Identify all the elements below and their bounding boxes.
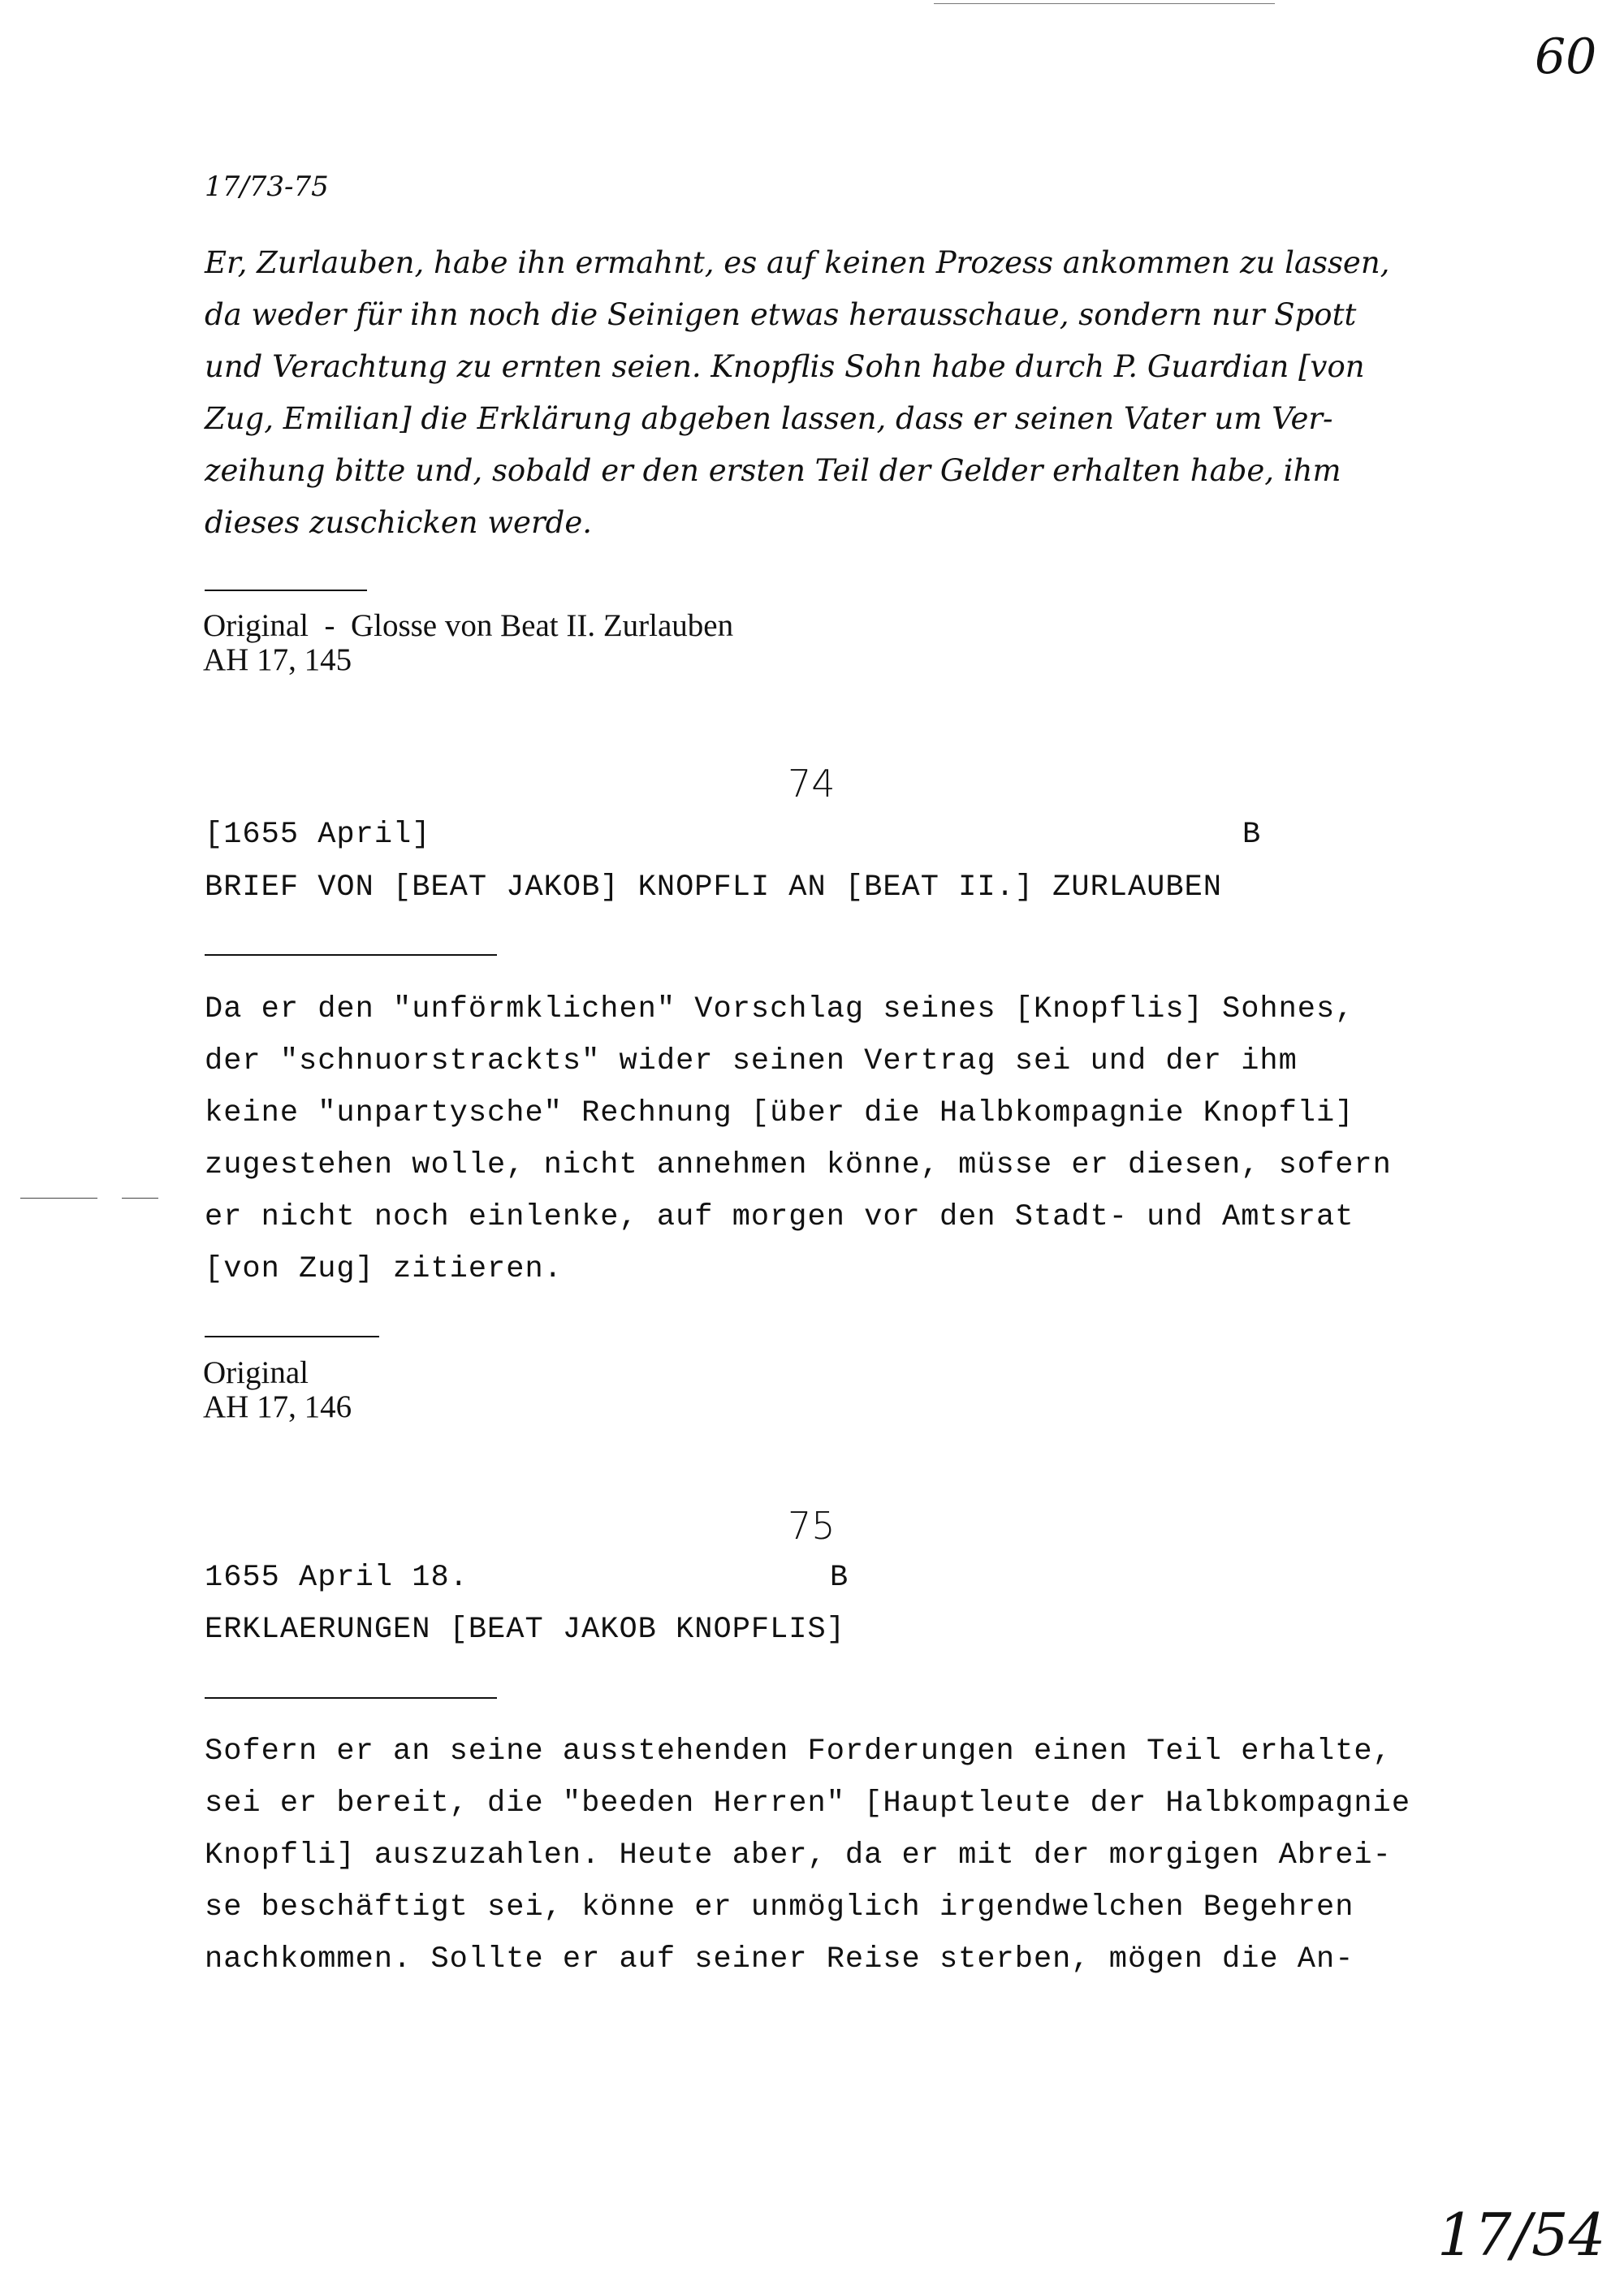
entry74-number: 74 xyxy=(788,762,836,806)
entry74-summary-line: zugestehen wolle, nicht annehmen könne, müsse er diesen, sofern xyxy=(205,1148,1392,1182)
scan-margin-mark xyxy=(20,1198,97,1199)
entry73-summary-line: Er, Zurlauben, habe ihn ermahnt, es auf keinen Prozess ankommen zu lassen, xyxy=(205,245,1390,280)
entry75-summary-line: Sofern er an seine ausstehenden Forderungen einen Teil erhalte, xyxy=(205,1735,1392,1769)
entry73-source-line: AH 17, 145 xyxy=(203,642,352,677)
entry74-source-divider xyxy=(205,1336,379,1337)
scan-top-edge xyxy=(934,3,1275,4)
handwritten-archive-number: 17/54 xyxy=(1437,2201,1606,2269)
entry75-summary-line: nachkommen. Sollte er auf seiner Reise sterben, mögen die An- xyxy=(205,1942,1354,1976)
entry74-title: BRIEF VON [BEAT JAKOB] KNOPFLI AN [BEAT II.] ZURLAUBEN xyxy=(205,871,1222,905)
entry73-summary-line: dieses zuschicken werde. xyxy=(205,505,592,540)
entry74-summary-line: Da er den "unförmklichen" Vorschlag seines [Knopflis] Sohnes, xyxy=(205,992,1354,1026)
entry73-summary-line: zeihung bitte und, sobald er den ersten Teil der Gelder erhalten habe, ihm xyxy=(205,453,1341,488)
entry74-divider xyxy=(205,954,497,956)
entry73-source-line: Original - Glosse von Beat II. Zurlauben xyxy=(203,608,734,643)
entry74-summary-line: er nicht noch einlenke, auf morgen vor den Stadt- und Amtsrat xyxy=(205,1200,1354,1234)
entry75-divider xyxy=(205,1697,497,1699)
entry74-summary-line: keine "unpartysche" Rechnung [über die Halbkompagnie Knopfli] xyxy=(205,1096,1354,1130)
scan-margin-mark-2 xyxy=(122,1198,158,1199)
entry74-source-line: Original xyxy=(203,1355,309,1390)
entry74-source-line: AH 17, 146 xyxy=(203,1389,352,1424)
entry73-divider xyxy=(205,590,367,591)
entry75-summary-line: se beschäftigt sei, könne er unmöglich irgendwelchen Begehren xyxy=(205,1890,1354,1925)
entry75-summary-line: sei er bereit, die "beeden Herren" [Hauptleute der Halbkompagnie xyxy=(205,1786,1411,1821)
entry73-summary-line: da weder für ihn noch die Seinigen etwas herausschaue, sondern nur Spott xyxy=(205,297,1357,332)
entry74-date: [1655 April] xyxy=(205,818,431,852)
entry73-summary-line: und Verachtung zu ernten seien. Knopflis Sohn habe durch P. Guardian [von xyxy=(205,349,1365,384)
entry75-type: B xyxy=(830,1561,849,1595)
entry75-summary-line: Knopfli] auszuzahlen. Heute aber, da er mit der morgigen Abrei- xyxy=(205,1838,1392,1873)
handwritten-page-number: 60 xyxy=(1535,28,1597,85)
entry74-type: B xyxy=(1242,818,1262,852)
entry74-summary-line: der "schnuorstrackts" wider seinen Vertrag sei und der ihm xyxy=(205,1044,1298,1078)
entry73-summary-line: Zug, Emilian] die Erklärung abgeben lassen, dass er seinen Vater um Ver- xyxy=(205,401,1333,436)
entry75-title: ERKLAERUNGEN [BEAT JAKOB KNOPFLIS] xyxy=(205,1613,845,1647)
entry74-summary-line: [von Zug] zitieren. xyxy=(205,1252,563,1286)
entry75-number: 75 xyxy=(788,1504,836,1548)
reference-number: 17/73-75 xyxy=(205,171,329,203)
entry75-date: 1655 April 18. xyxy=(205,1561,469,1595)
